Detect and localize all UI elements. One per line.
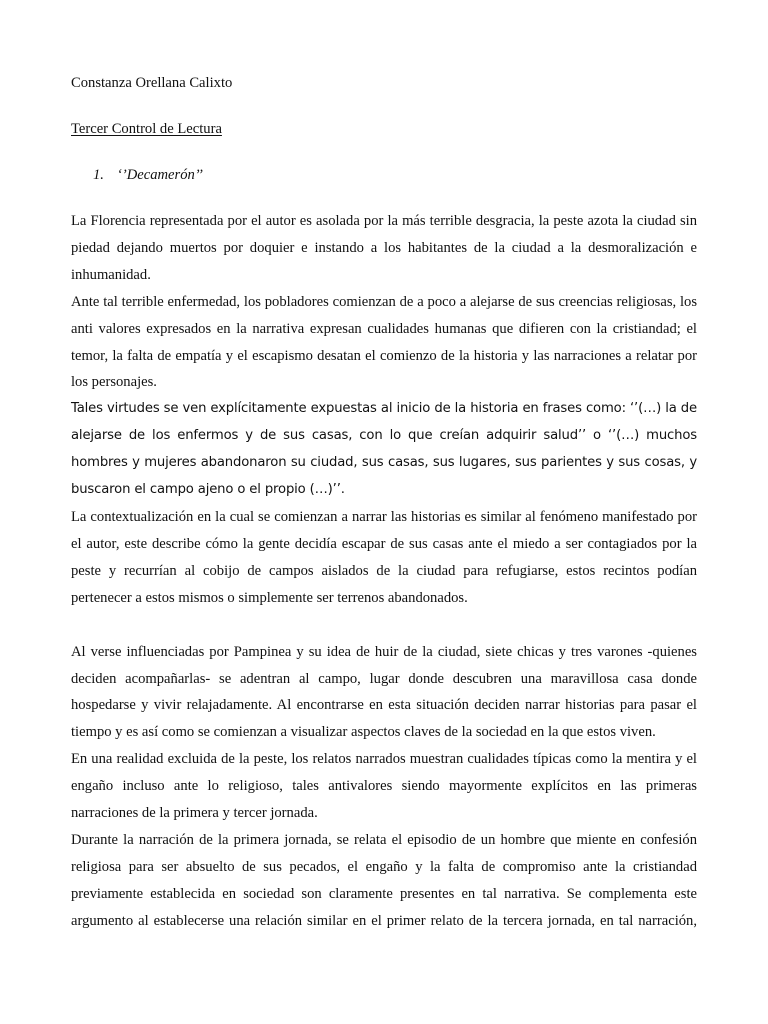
section-number: 1. — [93, 167, 104, 183]
paragraph: Al verse influenciadas por Pampinea y su idea de huir de la ciudad, siete chicas y tres varones -quienes deciden acompañarlas- se adentran al campo, lugar donde descubren una maravillosa casa donde hospedarse y vivir relajadamente. Al encontrarse en esta situación deciden narrar historias para pasar el tiempo y es así como se comienzan a visualizar aspectos claves de la sociedad en la que estos viven. — [71, 643, 697, 741]
paragraph: La contextualización en la cual se comienzan a narrar las historias es similar al fenómeno manifestado por el autor, este describe cómo la gente decidía escapar de sus casas ante el miedo a ser contagiados por la peste y recurrían al cobijo de campos aislados de la ciudad para refugiarse, estos recintos podían pertenecer a estos mismos o simplemente ser terrenos abandonados. — [71, 508, 697, 606]
paragraph-quote: Tales virtudes se ven explícitamente expuestas al inicio de la historia en frases como: ‘’(…) la de alejarse de los enfermos y de sus casas, con lo que creían adquirir salud’’ o ‘’(…) muchos hombres y mujeres abandonaron su ciudad, sus casas, sus lugares, sus parientes y sus cosas, y buscaron el campo ajeno o el propio (…)’’. — [71, 401, 697, 498]
author-name: Constanza Orellana Calixto — [71, 75, 233, 91]
document-title: Tercer Control de Lectura — [71, 121, 222, 137]
document-page — [71, 70, 697, 935]
section-heading — [93, 162, 697, 188]
paragraph: Durante la narración de la primera jornada, se relata el episodio de un hombre que miente en confesión religiosa para ser absuelto de sus pecados, el engaño y la falta de compromiso ante la cristiandad previamente establecida en sociedad son claramente presentes en tal narrativa. Se complementa este argumento al establecerse una relación similar en el primer relato de la tercera jornada, en tal narración, — [71, 831, 697, 929]
body-text — [71, 208, 697, 935]
paragraph-gap — [71, 612, 697, 639]
paragraph: Ante tal terrible enfermedad, los pobladores comienzan de a poco a alejarse de sus creencias religiosas, los anti valores expresados en la narrativa expresan cualidades humanas que difieren con la cristiandad; el temor, la falta de empatía y el escapismo desatan el comienzo de la historia y las narraciones a relatar por los personajes. — [71, 293, 697, 391]
paragraph: En una realidad excluida de la peste, los relatos narrados muestran cualidades típicas como la mentira y el engaño incluso ante lo religioso, tales antivalores siendo mayormente explícitos en las primeras narraciones de la primera y tercer jornada. — [71, 751, 697, 822]
section-title: ‘’Decamerón’’ — [117, 167, 203, 183]
paragraph: La Florencia representada por el autor es asolada por la más terrible desgracia, la peste azota la ciudad sin piedad dejando muertos por doquier e instando a los habitantes de la ciudad a la desmoralización e inhumanidad. — [71, 213, 697, 283]
